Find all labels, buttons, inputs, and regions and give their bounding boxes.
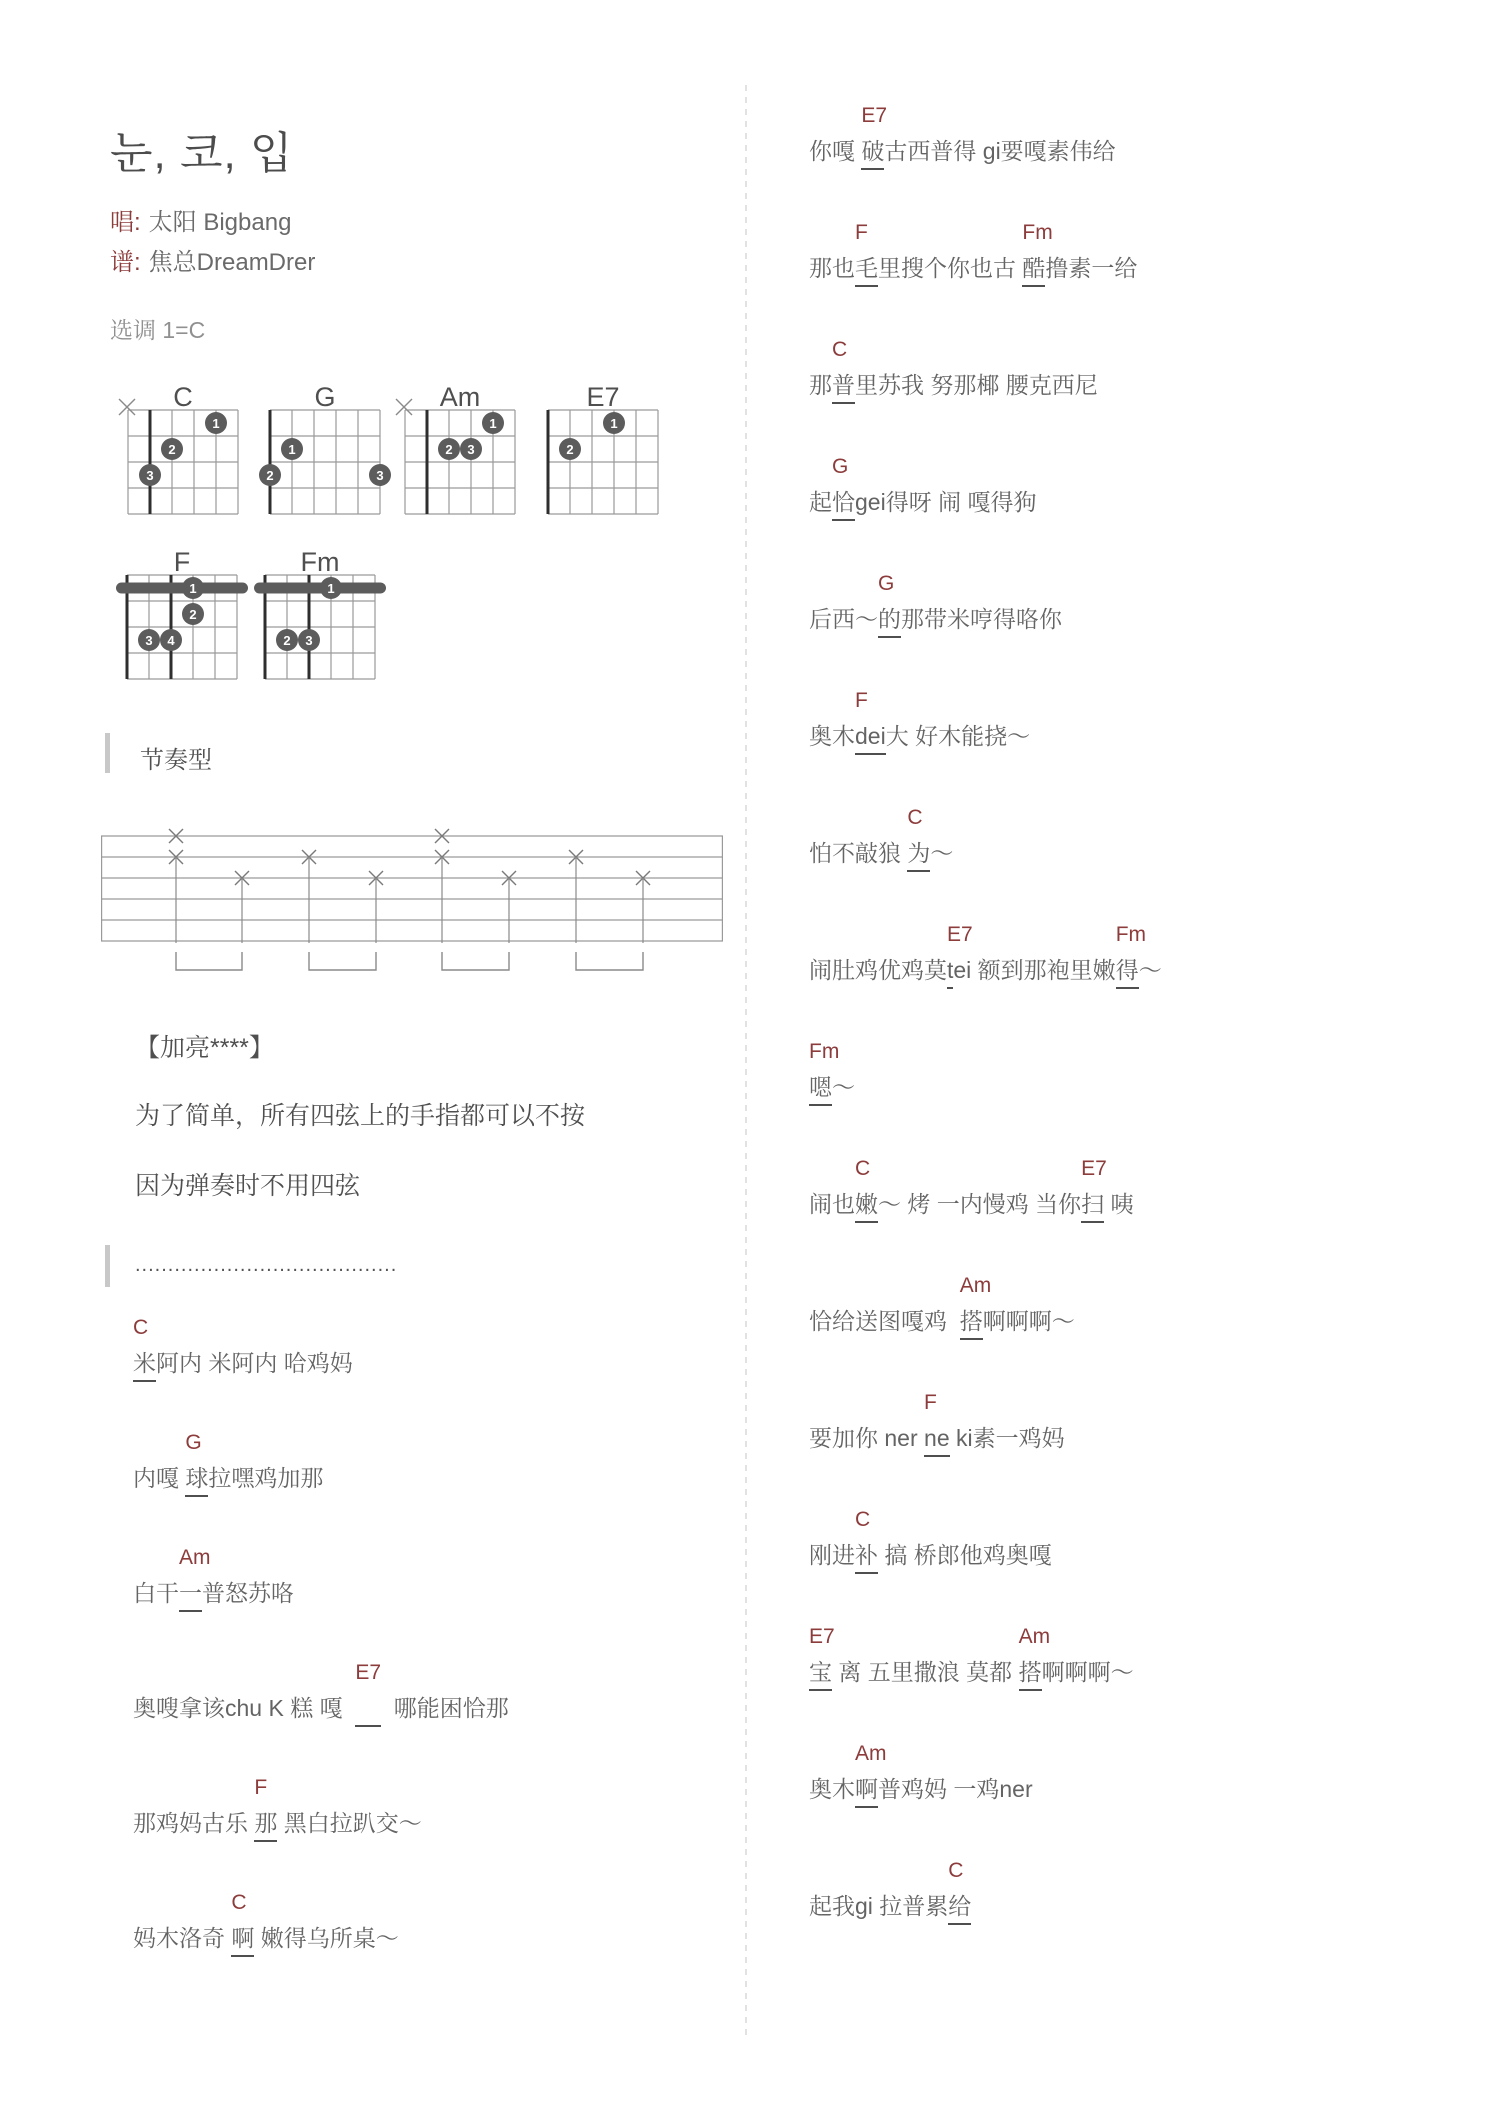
lyric-line [809,1508,1052,1574]
lyric-token-underlined: 酷 Fm [1022,253,1045,287]
lyric-token: 白干 [133,1580,179,1606]
lyric-token-underlined: 宝 E7 [809,1657,832,1691]
song-title: 눈, 코, 입 [110,129,294,178]
lyric-token-underlined: t E7 [947,955,953,989]
lyric-token: ei 额到那袍里嫩 [953,957,1116,983]
lyric-token: 撸素一给 [1045,255,1138,281]
lyric-token: 大 好木能挠～ [885,723,1031,749]
lyric-token-underlined: 搭 Am [1019,1657,1042,1691]
chord-label-C: C [948,1859,964,1882]
lyric-token: 普鸡妈 一鸡ner [878,1776,1033,1802]
note-line-1: 为了简单，所有四弦上的手指都可以不按 [135,1102,586,1130]
svg-text:2: 2 [189,607,197,622]
lyric-token-underlined: 嗯 Fm [809,1072,832,1106]
lyric-token: 里苏我 努那椰 腰克西尼 [855,372,1098,398]
lyric-token-underlined: 为 C [907,838,930,872]
lyric-token-underlined: 扫 E7 [1081,1189,1104,1223]
key-line: 选调 1=C [110,317,206,343]
note-line-2: 因为弹奏时不用四弦 [135,1172,361,1200]
lyric-line [133,1431,324,1497]
chord-label-Am: Am [1018,1625,1051,1648]
lyric-token: 啊啊啊～ [1041,1659,1134,1685]
chord-label-C: C [855,1157,871,1180]
chord-label-C: C [231,1891,247,1914]
lyric-token: 嫩得乌所桌～ [254,1925,399,1951]
lyric-token: 你嘎 [809,138,862,164]
lyric-token: gei得呀 闹 嘎得狗 [855,489,1037,515]
lyric-token-underlined: 那 F [254,1808,277,1842]
lyric-line [809,1274,1075,1340]
lyric-token: 奥木 [809,1776,855,1802]
dotted-separator: ........................................ [135,1254,398,1276]
chord-label-E7: E7 [861,104,888,127]
svg-text:F: F [173,551,191,577]
lyric-line [809,1625,1134,1691]
chord-label-Fm: Fm [809,1040,840,1063]
svg-text:C: C [173,386,193,412]
lyric-token-underlined: 得 Fm [1116,955,1139,989]
lyric-line [133,1661,509,1727]
chord-label-G: G [185,1431,202,1454]
chord-label-C: C [832,338,848,361]
rhythm-staff [101,810,723,982]
svg-text:4: 4 [167,633,175,648]
chord-label-C: C [855,1508,871,1531]
lyric-line [809,221,1138,287]
chord-label-Fm: Fm [1115,923,1147,946]
svg-text:Fm: Fm [300,551,340,577]
lyric-token: 黑白拉趴交～ [277,1810,422,1836]
lyric-token: 闹也 [809,1191,855,1217]
lyric-line [809,1859,972,1925]
lyric-token: 搞 桥郎他鸡奥嘎 [878,1542,1052,1568]
svg-text:2: 2 [283,633,291,648]
lyric-token-underlined: 的 G [878,604,901,638]
chord-diagram-F [115,551,251,687]
lyric-line [809,104,1116,170]
lyric-token: 那带米哼得咯你 [901,606,1062,632]
chord-label-G: G [878,572,895,595]
section-bar-lyrics [105,1245,110,1287]
lyric-token-underlined: 毛 F [855,253,878,287]
lyric-token: 离 五里撒浪 莫都 [832,1659,1019,1685]
lyric-token: 里搜个你也古 [878,255,1023,281]
chord-diagram-G [258,386,394,522]
lyric-token: 要加你 ner [809,1425,925,1451]
svg-text:3: 3 [145,633,153,648]
rhythm-section-label: 节奏型 [140,747,212,774]
arranger-label: 谱: [110,249,141,276]
chord-label-F: F [855,689,868,712]
singer-name: 太阳 Bigbang [148,209,292,236]
svg-text:3: 3 [376,468,384,483]
lyric-token: ～ 烤 一内慢鸡 当你 [878,1191,1082,1217]
lyric-line [133,1776,422,1842]
svg-text:2: 2 [266,468,274,483]
lyric-token: 那也 [809,255,855,281]
lyric-token: 恰给送图嘎鸡 [809,1308,960,1334]
chord-label-Fm: Fm [1022,221,1053,244]
chord-label-E7: E7 [809,1625,835,1648]
lyric-line [809,455,1037,521]
svg-text:1: 1 [212,416,220,431]
lyric-token-underlined: 破 E7 [861,136,884,170]
lyric-token: 奥木 [809,723,855,749]
lyric-token: 妈木洛奇 [133,1925,232,1951]
lyric-token: 那鸡妈古乐 [133,1810,255,1836]
svg-text:3: 3 [305,633,313,648]
lyric-token-underlined: 啊 C [231,1923,254,1957]
svg-text:1: 1 [610,416,618,431]
svg-text:Am: Am [439,386,481,412]
lyric-token: 普怒苏咯 [202,1580,294,1606]
svg-text:E7: E7 [586,386,620,412]
singer-label: 唱: [110,209,141,236]
lyric-token-underlined: 给 C [948,1891,971,1925]
lyric-token: 起 [809,489,832,515]
lyric-token-underlined: 米 C [133,1348,156,1382]
svg-text:2: 2 [566,442,574,457]
lyric-line [809,572,1062,638]
chord-diagram-E7 [536,386,672,522]
lyric-token: 奥嗖拿该chu K 糕 嘎 [133,1695,356,1721]
lyric-token: ～ [930,840,954,866]
lyric-token: 古西普得 gi要嘎素伟给 [884,138,1116,164]
lyric-token-underlined: 恰 G [832,487,855,521]
chord-label-E7: E7 [355,1661,382,1684]
svg-text:3: 3 [467,442,475,457]
lyric-line [809,1157,1134,1223]
lyric-line [133,1316,353,1382]
chord-label-F: F [254,1776,268,1799]
lyric-token: 怕不敲狼 [809,840,908,866]
lyric-line [809,923,1162,989]
highlight-note: 【加亮****】 [135,1034,274,1062]
lyric-token: 哪能困恰那 [380,1695,509,1721]
chord-label-Am: Am [855,1742,887,1765]
lyric-token-underlined: 球 G [185,1463,208,1497]
lyric-line [809,689,1031,755]
chord-diagram-Am [393,386,529,522]
lyric-token: ～ [1138,957,1162,983]
lyric-token: 阿内 米阿内 哈鸡妈 [156,1350,353,1376]
svg-text:1: 1 [189,581,197,596]
arranger-name: 焦总DreamDrer [148,249,316,276]
svg-text:1: 1 [489,416,497,431]
chord-label-F: F [855,221,868,244]
lyric-token-underlined: 普 C [832,370,855,404]
svg-text:1: 1 [327,581,335,596]
svg-text:2: 2 [445,442,453,457]
column-divider [745,85,747,2040]
section-bar-rhythm [105,733,110,773]
lyric-token: 拉嘿鸡加那 [208,1465,324,1491]
lyric-token: 闹肚鸡优鸡莫 [809,957,947,983]
singer-line [110,208,291,238]
chord-label-G: G [832,455,849,478]
lyric-token: 咦 [1104,1191,1134,1217]
lyric-token: 后西～ [809,606,878,632]
lyric-token: 刚进 [809,1542,855,1568]
chord-label-C: C [133,1316,149,1339]
lyric-token-underlined: ne F [924,1423,950,1457]
lyric-token-underlined: 嫩 C [855,1189,878,1223]
lyric-token: 起我gi 拉普累 [809,1893,949,1919]
lyric-token: 内嘎 [133,1465,186,1491]
lyric-token: ～ [832,1074,855,1100]
svg-text:1: 1 [288,442,296,457]
lyric-line [809,1040,855,1106]
lyric-line [133,1546,294,1612]
chord-label-Am: Am [959,1274,992,1297]
chord-label-F: F [924,1391,937,1414]
svg-text:3: 3 [146,468,154,483]
lyric-token-underlined [355,1661,382,1727]
chord-diagram-C [116,386,252,522]
arranger-line [110,248,315,278]
svg-text:G: G [314,386,336,412]
chord-label-E7: E7 [947,923,973,946]
lyric-token: 那 [809,372,832,398]
chord-label-E7: E7 [1081,1157,1107,1180]
svg-text:2: 2 [168,442,176,457]
lyric-token-underlined: 啊 Am [855,1774,878,1808]
lyric-token: 啊啊啊～ [982,1308,1075,1334]
chord-label-C: C [907,806,923,829]
lyric-token-underlined: 一 Am [179,1578,202,1612]
lyric-line [809,338,1098,404]
lyric-line [809,1391,1065,1457]
lyric-line [133,1891,399,1957]
lyric-token-underlined: 搭 Am [960,1306,983,1340]
lyric-token-underlined: 补 C [855,1540,878,1574]
chord-label-Am: Am [179,1546,211,1569]
chord-diagram-Fm [253,551,389,687]
lyric-token: ki素一鸡妈 [949,1425,1065,1451]
lyric-token-underlined: dei F [855,721,886,755]
lyric-line [809,1742,1033,1808]
lyric-line [809,806,954,872]
